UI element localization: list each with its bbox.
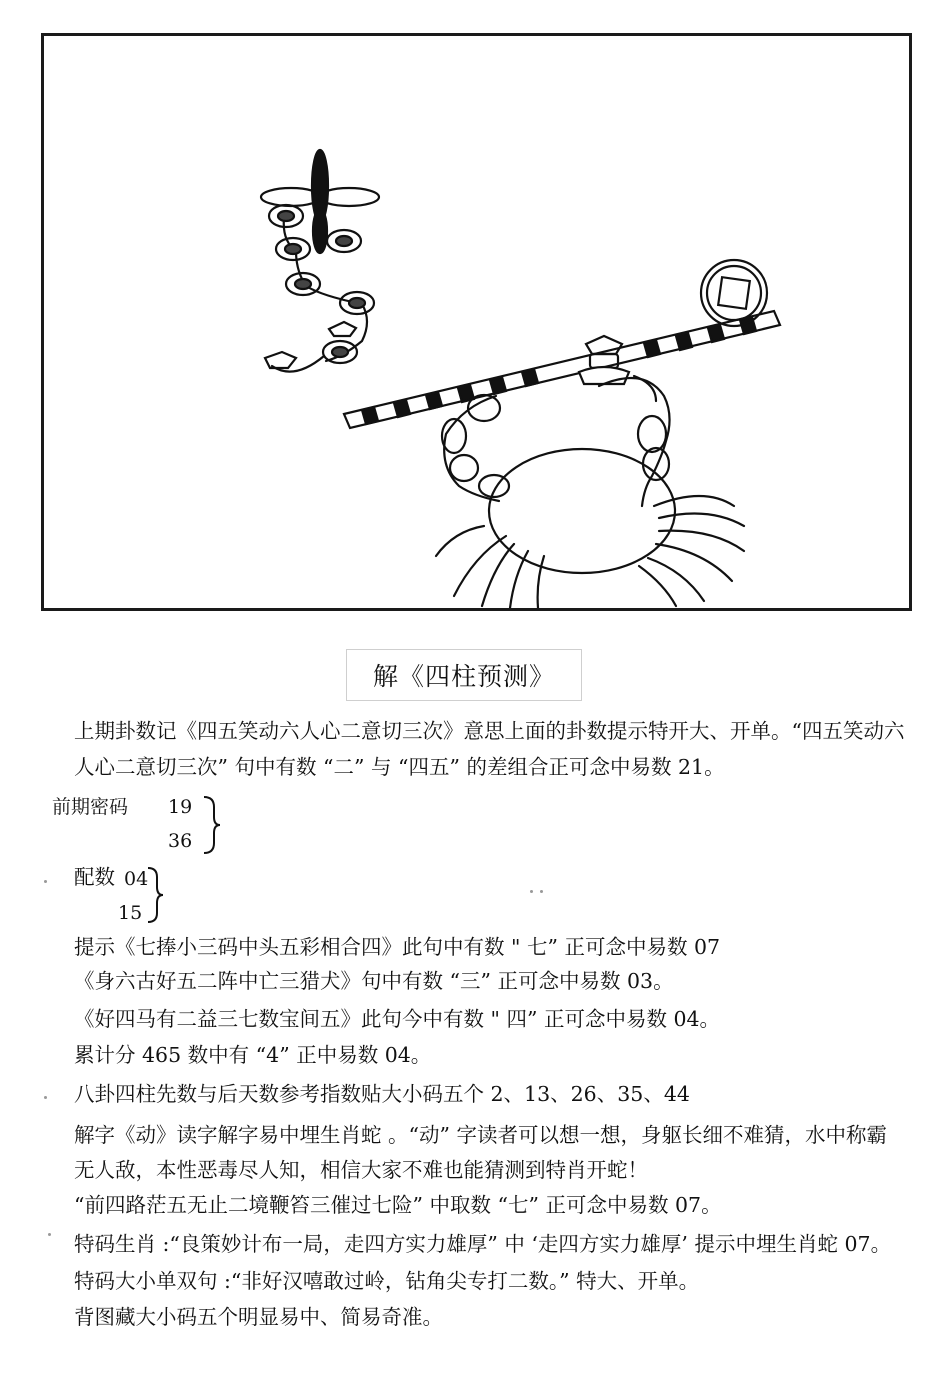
previous-code-1: 19 [168, 796, 193, 818]
crab-illustration [44, 36, 909, 608]
paragraph-line-1: 上期卦数记《四五笑动六人心二意切三次》意思上面的卦数提示特开大、开单。“四五笑动六 [74, 719, 905, 743]
crab-icon [436, 376, 744, 608]
paragraph-line-2: 人心二意切三次” 句中有数 “二” 与 “四五” 的差组合正可念中易数 21。 [74, 755, 725, 779]
scan-speck [540, 890, 543, 893]
text-line: 解字《动》读字解字易中埋生肖蛇 。“动” 字读者可以想一想，身躯长细不难猜，水中称霸 [74, 1123, 887, 1147]
pair-number-2: 15 [118, 902, 143, 924]
text-line: 特码大小单双句 :“非好汉嘻敢过岭，钻角尖专打二数。” 特大、开单。 [74, 1269, 700, 1293]
previous-code-2: 36 [168, 830, 193, 852]
section-title [346, 649, 582, 701]
scan-speck [44, 880, 47, 883]
text-line: 《身六古好五二阵中亡三猎犬》句中有数 “三” 正可念中易数 03。 [74, 969, 674, 993]
text-line: 八卦四柱先数与后天数参考指数贴大小码五个 2、13、26、35、44 [74, 1082, 690, 1106]
text-line: 《好四马有二益三七数宝间五》此句今中有数 " 四” 正可念中易数 04。 [74, 1007, 721, 1031]
scan-speck [44, 1096, 47, 1099]
scan-speck [48, 1233, 51, 1236]
text-line: 背图藏大小码五个明显易中、简易奇准。 [74, 1305, 443, 1329]
title-text: 解《四柱预测》 [372, 662, 555, 691]
text-line: 特码生肖 :“良策妙计布一局，走四方实力雄厚” 中 ‘走四方实力雄厚’ 提示中埋生肖蛇 07。 [74, 1232, 892, 1256]
square-hole-coin-icon [701, 260, 767, 326]
right-brace-icon [144, 866, 166, 924]
striped-pole-icon [344, 311, 780, 428]
scan-speck [530, 890, 533, 893]
text-line: 累计分 465 数中有 “4” 正中易数 04。 [74, 1043, 432, 1067]
text-line: 提示《七捧小三码中头五彩相合四》此句中有数 " 七” 正可念中易数 07 [74, 935, 721, 959]
previous-codes-label: 前期密码 [52, 796, 129, 818]
text-line: “前四路茫五无止二境鞭笞三催过七险” 中取数 “七” 正可念中易数 07。 [74, 1193, 722, 1217]
pair-number-1: 04 [124, 868, 149, 890]
text-line: 无人敌，本性恶毒尽人知，相信大家不难也能猜测到特肖开蛇！ [74, 1158, 648, 1182]
illustration-frame [41, 33, 912, 611]
pair-numbers-label: 配数 [74, 865, 115, 889]
right-brace-icon [200, 795, 222, 855]
